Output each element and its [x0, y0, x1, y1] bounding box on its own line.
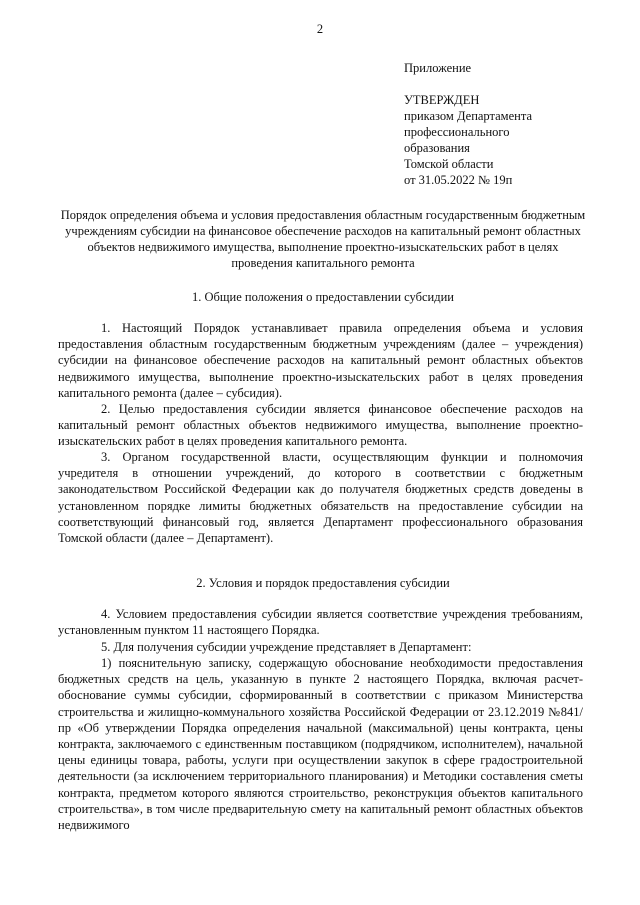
approval-line: от 31.05.2022 № 19п — [404, 173, 513, 187]
approval-line: приказом Департамента — [404, 109, 532, 123]
page-number: 2 — [316, 22, 324, 36]
approved-stamp: УТВЕРЖДЕН — [404, 93, 480, 107]
paragraph-3: 3. Органом государственной власти, осуществляющим функции и полномочия учредителя в отношении учреждений, до которого в соответствии с бюджетным законодательством Российской Федерации как до получателя бюджетных средств доведены в установленном порядке лимиты бюджетных обязательств на предоставление субсидии на соответствующий финансовый год, является Департамент профессионального образования Томской области (далее – Департамент). — [58, 450, 583, 546]
paragraph-2: 2. Целью предоставления субсидии является финансовое обеспечение расходов на капитальный ремонт областных объектов недвижимого имущества, выполнение проектно-изыскательских работ в целях проведения капитального ремонта. — [58, 402, 583, 449]
approval-line: Томской области — [404, 157, 494, 171]
annex-label: Приложение — [404, 61, 472, 75]
approval-line: образования — [404, 141, 470, 155]
approval-line: профессионального — [404, 125, 510, 139]
section-2-heading: 2. Условия и порядок предоставления субсидии — [196, 576, 450, 590]
section-1-heading: 1. Общие положения о предоставлении субсидии — [192, 290, 454, 304]
paragraph-5-item-1: 1) пояснительную записку, содержащую обоснование необходимости предоставления бюджетных средств на цель, указанную в пункте 2 настоящего Порядка, включая расчет-обоснование суммы субсидии, сформированный в соответствии с приказом Министерства строительства и жилищно-коммунального хозяйства Российской Федерации от 23.12.2019 №841/пр «Об утверждении Порядка определения начальной (максимальной) цены контракта, цены контракта, заключаемого с единственным поставщиком (подрядчиком, исполнителем), начальной цены единицы товара, работы, услуги при осуществлении закупок в сфере градостроительной деятельности (за исключением территориального планирования) и Методики составления сметы контракта, предметом которого являются строительство, реконструкция объектов капитального строительства», в том числе предварительную смету на капитальный ремонт областных объектов недвижимого — [58, 656, 583, 833]
document-title: Порядок определения объема и условия предоставления областным государственным бюджетным учреждениям субсидии на финансовое обеспечение расходов на капитальный ремонт областных объектов недвижимого имущества, выполнение проектно-изыскательских работ в целях проведения капитального ремонта — [60, 208, 586, 270]
paragraph-4: 4. Условием предоставления субсидии является соответствие учреждения требованиям, установленным пунктом 11 настоящего Порядка. — [58, 607, 583, 638]
paragraph-1: 1. Настоящий Порядок устанавливает правила определения объема и условия предоставления областным государственным бюджетным учреждениям (далее – учреждения) субсидии на финансовое обеспечение расходов на капитальный ремонт областных объектов недвижимого имущества, выполнение проектно-изыскательских работ в целях проведения капитального ремонта (далее – субсидия). — [58, 321, 583, 400]
paragraph-5: 5. Для получения субсидии учреждение представляет в Департамент: — [101, 640, 472, 654]
approval-block — [404, 60, 532, 188]
